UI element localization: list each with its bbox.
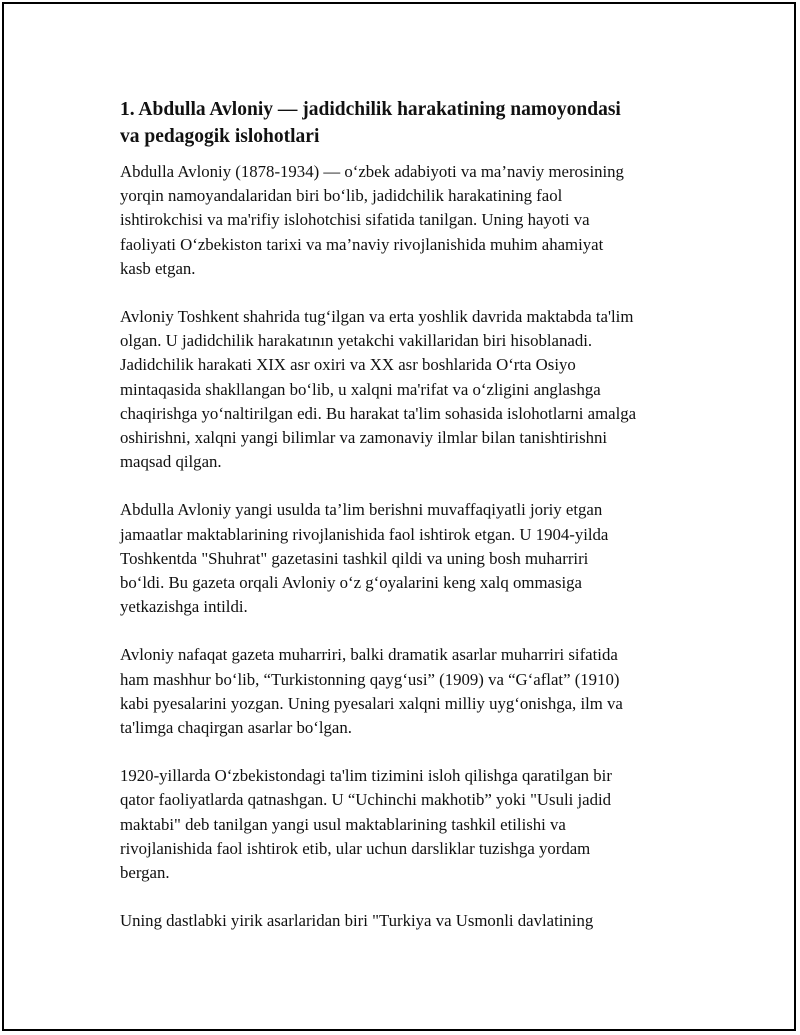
text-line: oshirishni, xalqni yangi bilimlar va zamonaviy ilmlar bilan tanishtirishni (120, 428, 608, 448)
document-content (120, 96, 700, 957)
text-line: yetkazishga intildi. (120, 597, 248, 617)
text-line: ishtirokchisi va ma'rifiy islohotchisi sifatida tanilgan. Uning hayoti va (120, 210, 590, 230)
text-line: Avloniy nafaqat gazeta muharriri, balki dramatik asarlar muharriri sifatida (120, 645, 618, 665)
text-line: ham mashhur bo‘lib, “Turkistonning qayg‘usi” (1909) va “G‘aflat” (1910) (120, 669, 620, 689)
title-line: 1. Abdulla Avloniy — jadidchilik harakatining namoyondasi (120, 99, 621, 120)
text-line: chaqirishga yo‘naltirilgan edi. Bu harakat ta'lim sohasida islohotlarni amalga (120, 403, 637, 423)
text-line: 1920-yillarda O‘zbekistondagi ta'lim tizimini isloh qilishga qaratilgan bir (120, 766, 612, 786)
text-line: rivojlanishida faol ishtirok etib, ular uchun darsliklar tuzishga yordam (120, 838, 591, 858)
text-line: Avloniy Toshkent shahrida tug‘ilgan va erta yoshlik davrida maktabda ta'lim (120, 307, 634, 327)
text-line: faoliyati O‘zbekiston tarixi va ma’naviy rivojlanishida muhim ahamiyat (120, 234, 604, 254)
text-line: Uning dastlabki yirik asarlaridan biri "Turkiya va Usmonli davlatining (120, 911, 594, 931)
text-line: qator faoliyatlarda qatnashgan. U “Uchinchi makhotib” yoki "Usuli jadid (120, 790, 612, 810)
text-line: ta'limga chaqirgan asarlar bo‘lgan. (120, 718, 352, 738)
paragraph (120, 160, 700, 281)
text-line: jamaatlar maktablarining rivojlanishida faol ishtirok etgan. U 1904-yilda (120, 524, 609, 544)
paragraph (120, 305, 700, 474)
text-line: olgan. U jadidchilik harakatının yetakchi vakillaridan biri hisoblanadi. (120, 331, 593, 351)
text-line: Abdulla Avloniy (1878-1934) — o‘zbek adabiyoti va ma’naviy merosining (120, 162, 624, 181)
text-line: mintaqasida shakllangan bo‘lib, u xalqni ma'rifat va o‘zligini anglashga (120, 379, 601, 399)
text-line: yorqin namoyandalaridan biri bo‘lib, jadidchilik harakatining faol (120, 186, 563, 206)
paragraph (120, 764, 700, 885)
text-line: maqsad qilgan. (120, 452, 222, 472)
text-line: Jadidchilik harakati XIX asr oxiri va XX asr boshlarida O‘rta Osiyo (120, 355, 576, 375)
section-title (120, 96, 700, 150)
paragraph (120, 643, 700, 740)
text-line: kabi pyesalarini yozgan. Uning pyesalari xalqni milliy uyg‘onishga, ilm va (120, 693, 623, 713)
title-line: va pedagogik islohotlari (120, 126, 320, 147)
text-line: bergan. (120, 863, 170, 883)
text-line: bo‘ldi. Bu gazeta orqali Avloniy o‘z g‘oyalarini keng xalq ommasiga (120, 573, 582, 593)
document-page (2, 2, 796, 1031)
text-line: Toshkentda "Shuhrat" gazetasini tashkil qildi va uning bosh muharriri (120, 548, 589, 568)
text-line: kasb etgan. (120, 258, 196, 278)
text-line: Abdulla Avloniy yangi usulda ta’lim berishni muvaffaqiyatli joriy etgan (120, 500, 603, 520)
text-line: maktabi" deb tanilgan yangi usul maktablarining tashkil etilishi va (120, 814, 566, 834)
paragraph (120, 909, 700, 933)
paragraph (120, 498, 700, 619)
